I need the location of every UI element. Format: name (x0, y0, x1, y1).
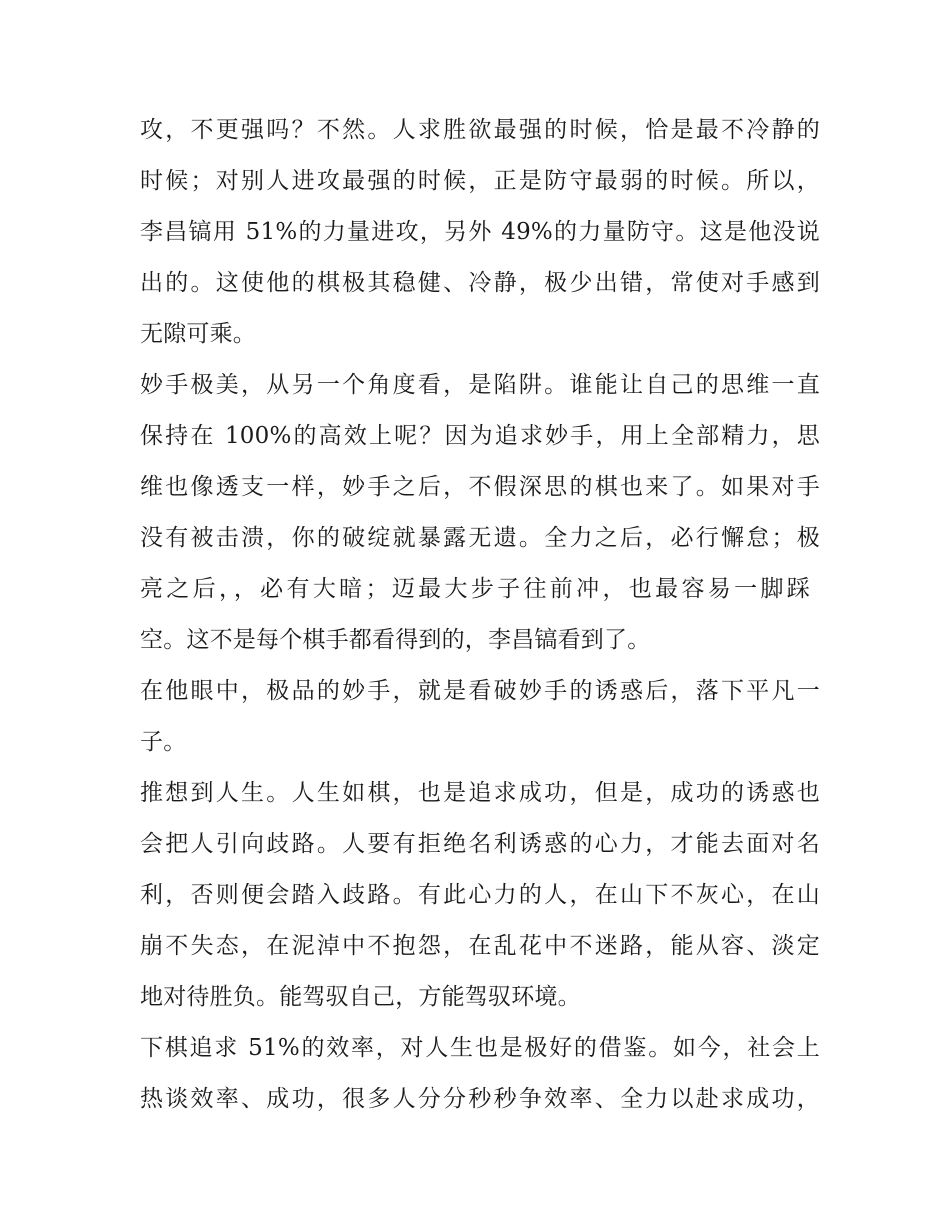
text-line: 亮之后，，必有大暗；迈最大步子往前冲，也最容易一脚踩 (140, 576, 810, 602)
text-line: 下棋追求 51%的效率，对人生也是极好的借鉴。如今，社会上 (140, 1035, 820, 1061)
text-line: 李昌镐用 51%的力量进攻，另外 49%的力量防守。这是他没说 (140, 219, 820, 245)
text-line: 出的。这使他的棋极其稳健、冷静，极少出错，常使对手感到 (140, 270, 820, 296)
text-line: 子。 (140, 729, 187, 755)
text-line: 维也像透支一样，妙手之后，不假深思的棋也来了。如果对手 (140, 474, 820, 500)
text-line: 在他眼中，极品的妙手，就是看破妙手的诱惑后，落下平凡一 (140, 678, 820, 704)
text-line: 攻，不更强吗？不然。人求胜欲最强的时候，恰是最不冷静的 (140, 117, 820, 143)
text-line: 时候；对别人进攻最强的时候，正是防守最弱的时候。所以， (140, 168, 820, 194)
text-line: 保持在 100%的高效上呢？因为追求妙手，用上全部精力，思 (140, 423, 820, 449)
text-line: 地对待胜负。能驾驭自己，方能驾驭环境。 (140, 984, 581, 1010)
text-line: 没有被击溃，你的破绽就暴露无遗。全力之后，必行懈怠；极 (140, 525, 820, 551)
text-line: 空。这不是每个棋手都看得到的，李昌镐看到了。 (140, 627, 651, 653)
text-line: 利，否则便会踏入歧路。有此心力的人，在山下不灰心，在山 (140, 882, 820, 908)
text-line: 热谈效率、成功，很多人分分秒秒争效率、全力以赴求成功， (140, 1086, 820, 1112)
text-line: 崩不失态，在泥淖中不抱怨，在乱花中不迷路，能从容、淡定 (140, 933, 820, 959)
text-line: 会把人引向歧路。人要有拒绝名利诱惑的心力，才能去面对名 (140, 831, 820, 857)
text-line: 妙手极美，从另一个角度看，是陷阱。谁能让自己的思维一直 (140, 372, 820, 398)
body-text (140, 110, 820, 1130)
text-line: 无隙可乘。 (140, 321, 256, 347)
text-line: 推想到人生。人生如棋，也是追求成功，但是，成功的诱惑也 (140, 780, 820, 806)
